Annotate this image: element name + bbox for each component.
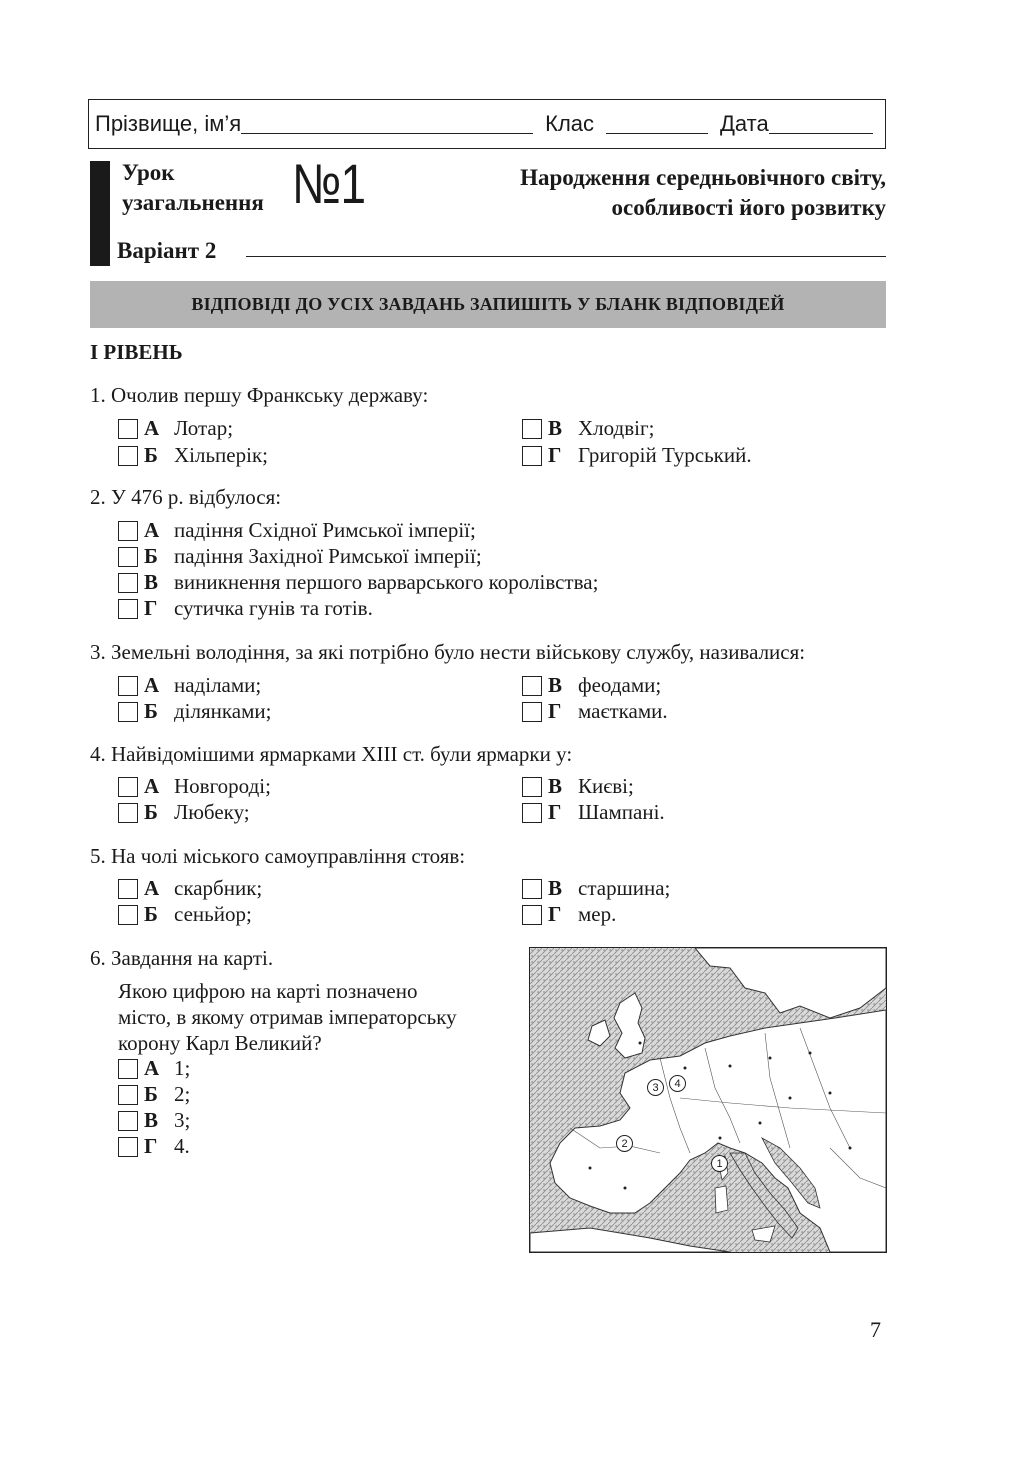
- q3-option-a[interactable]: А наділами;: [118, 673, 261, 698]
- map-marker-2: 2: [616, 1135, 633, 1152]
- question-4: 4. Найвідомішими ярмарками XIII ст. були ярмарки у:: [90, 742, 573, 766]
- class-label: Клас: [545, 111, 595, 136]
- checkbox[interactable]: [522, 419, 542, 439]
- checkbox[interactable]: [118, 702, 138, 722]
- q2-option-v[interactable]: В виникнення першого варварського королівства;: [118, 570, 598, 595]
- q3-option-b[interactable]: Б ділянками;: [118, 699, 271, 724]
- q4-option-b[interactable]: Б Любеку;: [118, 800, 250, 825]
- q4-option-g[interactable]: Г Шампані.: [522, 800, 665, 825]
- side-bar-decoration: [90, 161, 110, 266]
- question-5: 5. На чолі міського самоуправління стояв:: [90, 844, 466, 868]
- question-3: 3. Земельні володіння, за які потрібно було нести військову службу, називалися:: [90, 640, 806, 664]
- checkbox[interactable]: [522, 777, 542, 797]
- q6-option-v[interactable]: В 3;: [118, 1108, 190, 1133]
- instruction-banner: ВІДПОВІДІ ДО УСІХ ЗАВДАНЬ ЗАПИШІТЬ У БЛАНК ВІДПОВІДЕЙ: [90, 281, 886, 328]
- checkbox[interactable]: [522, 905, 542, 925]
- map-marker-3: 3: [647, 1079, 664, 1096]
- checkbox[interactable]: [118, 879, 138, 899]
- q4-option-a[interactable]: А Новгороді;: [118, 774, 271, 799]
- lesson-label: [122, 158, 264, 218]
- q5-option-g[interactable]: Г мер.: [522, 902, 616, 927]
- checkbox[interactable]: [118, 777, 138, 797]
- name-label: Прізвище, ім’я: [95, 111, 242, 136]
- q3-option-v[interactable]: В феодами;: [522, 673, 661, 698]
- checkbox[interactable]: [118, 419, 138, 439]
- checkbox[interactable]: [522, 446, 542, 466]
- map-marker-1: 1: [711, 1155, 728, 1172]
- checkbox[interactable]: [118, 446, 138, 466]
- map-marker-4: 4: [669, 1075, 686, 1092]
- checkbox[interactable]: [118, 521, 138, 541]
- page-number: 7: [870, 1317, 881, 1342]
- name-field[interactable]: [241, 114, 533, 134]
- variant-label: Варіант 2: [117, 238, 217, 263]
- checkbox[interactable]: [118, 547, 138, 567]
- q1-option-b[interactable]: Б Хільперік;: [118, 443, 268, 468]
- europe-map: [529, 947, 887, 1253]
- student-info-box: [88, 99, 886, 149]
- q2-option-g[interactable]: Г сутичка гунів та готів.: [118, 596, 373, 621]
- checkbox[interactable]: [118, 905, 138, 925]
- q1-option-v[interactable]: В Хлодвіг;: [522, 416, 654, 441]
- q3-option-g[interactable]: Г маєтками.: [522, 699, 668, 724]
- checkbox[interactable]: [118, 676, 138, 696]
- question-6-prompt: Якою цифрою на карті позначено місто, в якому отримав імператорську корону Карл Великий?: [118, 979, 457, 1055]
- lesson-number: №1: [292, 152, 366, 215]
- lesson-title-line2: особливості його розвитку: [611, 195, 886, 220]
- q2-option-a[interactable]: А падіння Східної Римської імперії;: [118, 518, 476, 543]
- lesson-label-line1: Урок: [122, 160, 175, 185]
- date-field[interactable]: [769, 114, 873, 134]
- question-1: 1. Очолив першу Франкську державу:: [90, 383, 429, 407]
- checkbox[interactable]: [118, 803, 138, 823]
- checkbox[interactable]: [118, 1059, 138, 1079]
- question-6: 6. Завдання на карті.: [90, 946, 274, 970]
- checkbox[interactable]: [118, 1111, 138, 1131]
- checkbox[interactable]: [118, 573, 138, 593]
- q4-option-v[interactable]: В Києві;: [522, 774, 634, 799]
- variant-rule: [246, 256, 886, 257]
- date-label: Дата: [720, 111, 769, 136]
- q6-option-a[interactable]: А 1;: [118, 1056, 190, 1081]
- checkbox[interactable]: [522, 803, 542, 823]
- class-field[interactable]: [606, 114, 708, 134]
- checkbox[interactable]: [522, 676, 542, 696]
- question-2: 2. У 476 р. відбулося:: [90, 485, 282, 509]
- q6-option-b[interactable]: Б 2;: [118, 1082, 190, 1107]
- q5-option-a[interactable]: А скарбник;: [118, 876, 262, 901]
- lesson-label-line2: узагальнення: [122, 190, 264, 215]
- checkbox[interactable]: [522, 879, 542, 899]
- checkbox[interactable]: [522, 702, 542, 722]
- lesson-title: [520, 163, 886, 223]
- q5-option-v[interactable]: В старшина;: [522, 876, 670, 901]
- level-heading: І РІВЕНЬ: [90, 340, 183, 364]
- q6-option-g[interactable]: Г 4.: [118, 1134, 190, 1159]
- checkbox[interactable]: [118, 1085, 138, 1105]
- q1-option-a[interactable]: А Лотар;: [118, 416, 233, 441]
- q2-option-b[interactable]: Б падіння Західної Римської імперії;: [118, 544, 482, 569]
- q1-option-g[interactable]: Г Григорій Турський.: [522, 443, 752, 468]
- checkbox[interactable]: [118, 599, 138, 619]
- checkbox[interactable]: [118, 1137, 138, 1157]
- q5-option-b[interactable]: Б сеньйор;: [118, 902, 252, 927]
- lesson-title-line1: Народження середньовічного світу,: [520, 165, 886, 190]
